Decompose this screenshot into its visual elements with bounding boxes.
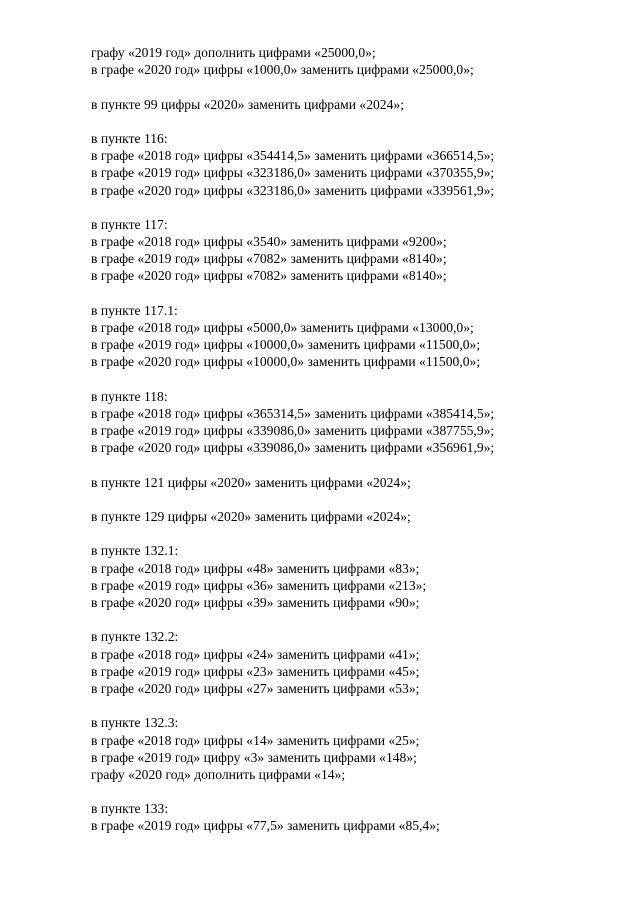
amendment-line: в графе «2019 год» цифры «10000,0» заменить цифрами «11500,0»; (91, 337, 481, 353)
amendment-heading-line: в пункте 99 цифры «2020» заменить цифрами «2024»; (91, 96, 404, 112)
amendment-heading-line: графу «2019 год» дополнить цифрами «25000,0»; (91, 45, 376, 60)
amendment-block (91, 508, 621, 525)
amendment-heading-line: в пункте 118: (91, 388, 168, 404)
amendment-line: в графе «2020 год» цифры «1000,0» заменить цифрами «25000,0»; (91, 62, 474, 78)
amendment-line: в графе «2020 год» цифры «323186,0» заменить цифрами «339561,9»; (91, 182, 495, 198)
amendment-heading-line: в пункте 117: (91, 216, 168, 232)
amendment-block (91, 474, 621, 491)
paragraph-gap (91, 525, 621, 542)
amendment-heading-line: в пункте 132.2: (91, 629, 179, 645)
amendment-line: в графе «2018 год» цифры «24» заменить цифрами «41»; (91, 646, 420, 662)
amendment-line: в графе «2019 год» цифры «23» заменить цифрами «45»; (91, 663, 420, 679)
amendment-heading-line: в пункте 117.1: (91, 302, 178, 318)
amendment-line: в графе «2019 год» цифры «7082» заменить цифрами «8140»; (91, 251, 447, 267)
paragraph-gap (91, 783, 621, 800)
amendment-line: в графе «2020 год» цифры «27» заменить цифрами «53»; (91, 680, 420, 696)
paragraph-gap (91, 285, 621, 302)
paragraph-gap (91, 371, 621, 388)
amendment-line: в графе «2020 год» цифры «7082» заменить цифрами «8140»; (91, 268, 447, 284)
amendment-heading-line: в пункте 129 цифры «2020» заменить цифрами «2024»; (91, 509, 411, 525)
amendment-line: в графе «2018 год» цифры «5000,0» заменить цифрами «13000,0»; (91, 320, 474, 335)
amendment-line: в графе «2018 год» цифры «3540» заменить цифрами «9200»; (91, 234, 447, 250)
amendment-block (91, 130, 621, 199)
amendment-heading-line: в пункте 132.3: (91, 715, 179, 731)
amendment-line: в графе «2018 год» цифры «354414,5» заменить цифрами «366514,5»; (91, 148, 495, 164)
amendment-line: графу «2020 год» дополнить цифрами «14»; (91, 766, 346, 782)
amendment-line: в графе «2019 год» цифры «77,5» заменить цифрами «85,4»; (91, 818, 440, 834)
amendment-line: в графе «2018 год» цифры «48» заменить цифрами «83»; (91, 560, 420, 576)
amendment-line: в графе «2019 год» цифры «36» заменить цифрами «213»; (91, 577, 427, 593)
paragraph-gap (91, 199, 621, 216)
paragraph-gap (91, 611, 621, 628)
amendment-line: в графе «2020 год» цифры «339086,0» заменить цифрами «356961,9»; (91, 440, 495, 456)
amendment-line: в графе «2019 год» цифры «339086,0» заменить цифрами «387755,9»; (91, 423, 495, 439)
amendment-line: в графе «2018 год» цифры «14» заменить цифрами «25»; (91, 732, 420, 748)
amendment-block (91, 44, 621, 78)
paragraph-gap (91, 457, 621, 474)
amendment-block (91, 542, 621, 611)
amendment-block (91, 302, 621, 371)
amendment-block (91, 800, 621, 834)
amendment-line: в графе «2019 год» цифры «323186,0» заменить цифрами «370355,9»; (91, 165, 495, 181)
paragraph-gap (91, 78, 621, 95)
amendment-heading-line: в пункте 121 цифры «2020» заменить цифрами «2024»; (91, 474, 411, 490)
amendment-line: в графе «2020 год» цифры «39» заменить цифрами «90»; (91, 595, 420, 610)
amendment-block (91, 96, 621, 113)
amendment-line: в графе «2018 год» цифры «365314,5» заменить цифрами «385414,5»; (91, 405, 495, 421)
amendment-heading-line: в пункте 116: (91, 130, 168, 146)
document-page (91, 44, 621, 835)
amendment-block (91, 216, 621, 285)
paragraph-gap (91, 491, 621, 508)
amendment-heading-line: в пункте 133: (91, 801, 169, 817)
paragraph-gap (91, 697, 621, 714)
amendment-line: в графе «2020 год» цифры «10000,0» заменить цифрами «11500,0»; (91, 354, 481, 370)
amendment-heading-line: в пункте 132.1: (91, 543, 179, 559)
amendment-block (91, 714, 621, 783)
amendment-block (91, 388, 621, 457)
paragraph-gap (91, 113, 621, 130)
amendment-line: в графе «2019 год» цифру «3» заменить цифрами «148»; (91, 749, 417, 765)
amendment-block (91, 628, 621, 697)
